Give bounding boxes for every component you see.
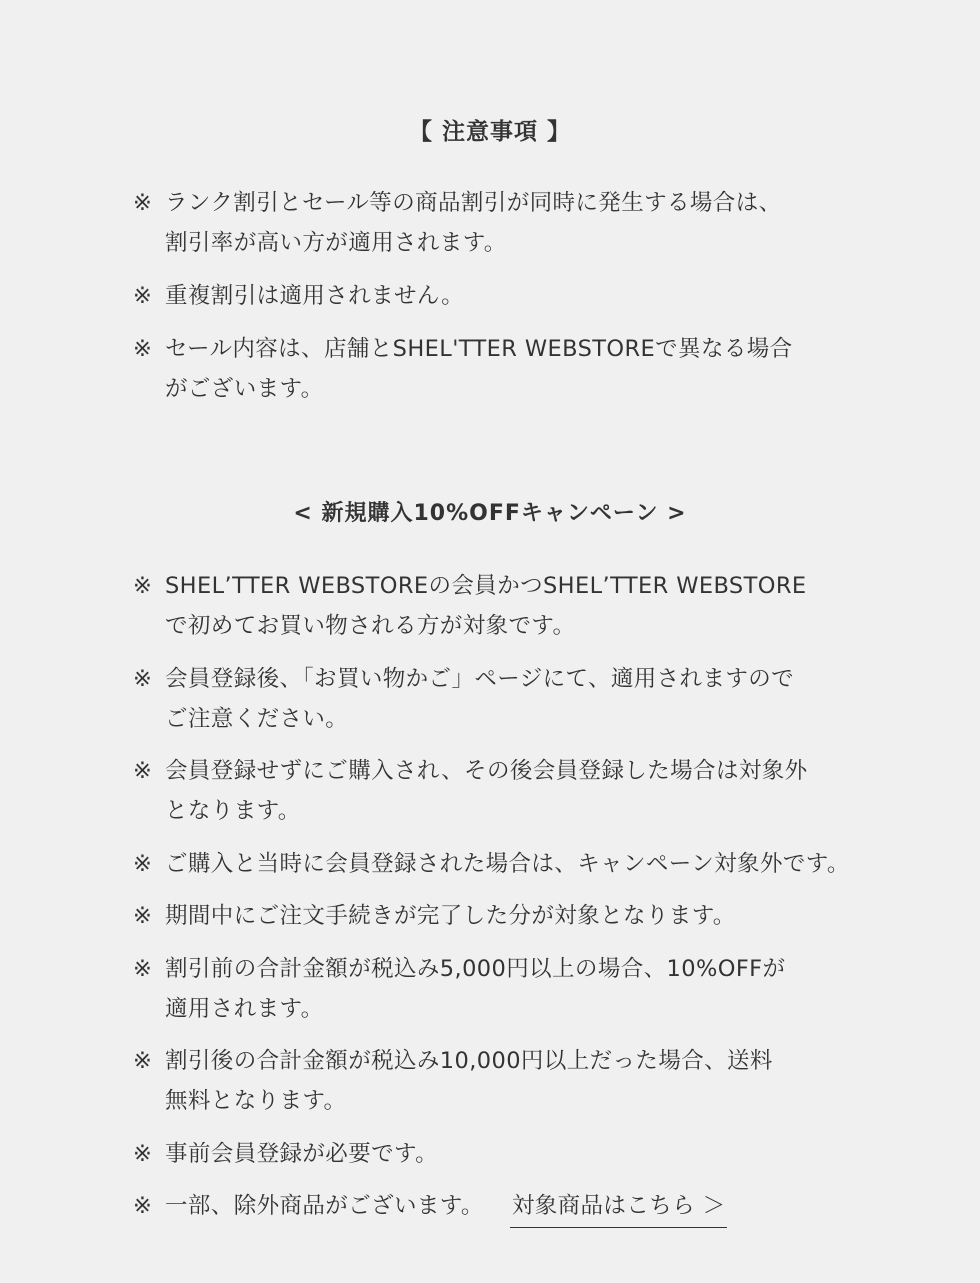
reference-mark: ※ [133, 1193, 153, 1219]
list-item [133, 751, 933, 831]
reference-mark: ※ [133, 573, 153, 599]
reference-mark: ※ [133, 1048, 153, 1074]
note-line: ご購入と当時に会員登録された場合は、キャンペーン対象外です。 [165, 850, 850, 877]
note-line: 期間中にご注文手続きが完了した分が対象となります。 [165, 903, 736, 929]
reference-mark: ※ [133, 283, 153, 309]
note-line: セール内容は、店舗とSHEL'TTER WEBSTOREで異なる場合 [165, 336, 793, 362]
note-line: がございます。 [165, 376, 324, 402]
note-line: ご注意ください。 [165, 705, 349, 732]
note-line: 重複割引は適用されません。 [165, 283, 465, 309]
reference-mark: ※ [133, 758, 153, 784]
list-item [133, 1041, 933, 1121]
reference-mark: ※ [133, 850, 153, 877]
reference-mark: ※ [133, 1140, 153, 1167]
note-line: となります。 [165, 798, 301, 824]
campaign-notes-list [133, 566, 933, 1241]
list-item [133, 566, 933, 646]
notes-list [133, 183, 933, 422]
list-item [133, 949, 933, 1029]
reference-mark: ※ [133, 665, 153, 692]
excluded-products-link[interactable]: 対象商品はこちら ＞ [510, 1191, 728, 1228]
note-line: で初めてお買い物される方が対象です。 [165, 613, 576, 639]
reference-mark: ※ [133, 190, 153, 216]
note-line: 割引率が高い方が適用されます。 [165, 230, 507, 256]
note-line: 事前会員登録が必要です。 [165, 1140, 439, 1167]
list-item [133, 659, 933, 739]
list-item [133, 1134, 933, 1174]
list-item [133, 183, 933, 263]
reference-mark: ※ [133, 955, 153, 982]
reference-mark: ※ [133, 903, 153, 929]
campaign-heading: < 新規購入10%OFFキャンペーン > [293, 501, 687, 526]
note-line: SHEL’TTER WEBSTOREの会員かつSHEL’TTER WEBSTORE [165, 573, 807, 599]
note-text: 一部、除外商品がございます。 [165, 1193, 484, 1219]
list-item [133, 844, 933, 884]
list-item [133, 896, 933, 936]
note-line: ランク割引とセール等の商品割引が同時に発生する場合は、 [165, 190, 782, 216]
notes-heading: 【 注意事項 】 [408, 119, 571, 145]
list-item [133, 329, 933, 409]
note-line: 割引前の合計金額が税込み5,000円以上の場合、10%OFFが [165, 955, 786, 982]
note-line: 割引後の合計金額が税込み10,000円以上だった場合、送料 [165, 1048, 773, 1074]
note-line: 会員登録後、「お買い物かご」ページにて、適用されますので [165, 665, 795, 692]
reference-mark: ※ [133, 336, 153, 362]
note-line: 会員登録せずにご購入され、その後会員登録した場合は対象外 [165, 758, 808, 784]
list-item [133, 276, 933, 316]
note-line: 適用されます。 [165, 995, 324, 1022]
list-item [133, 1186, 933, 1228]
note-line: 無料となります。 [165, 1088, 347, 1114]
note-line [165, 1186, 933, 1228]
